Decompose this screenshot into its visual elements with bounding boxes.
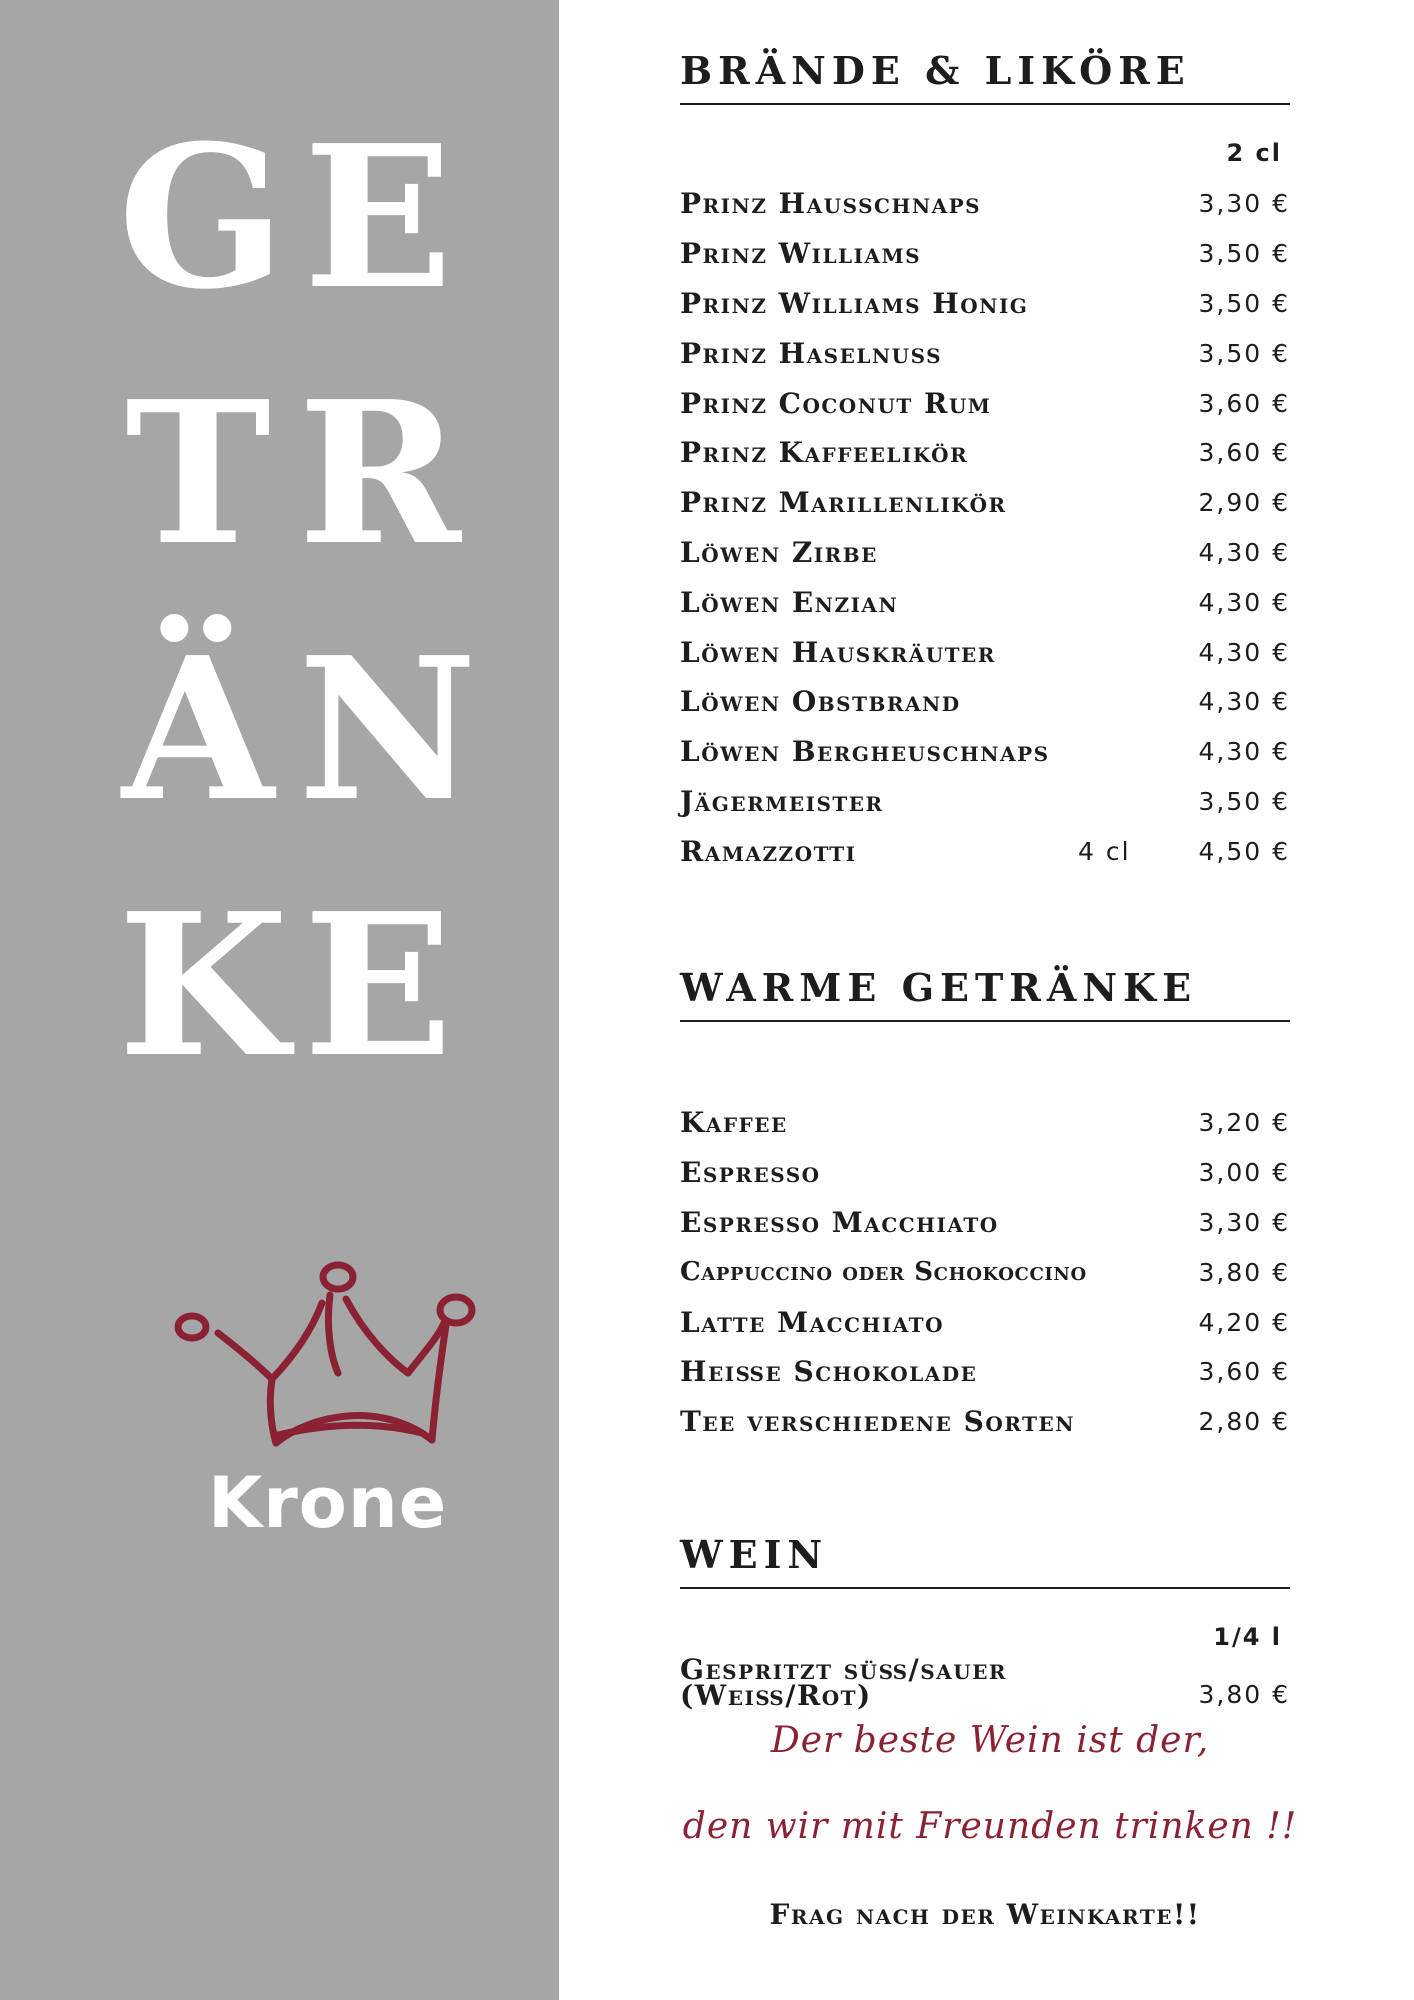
menu-item xyxy=(680,627,1290,677)
brand-name: Krone xyxy=(208,1462,448,1544)
item-price: 3,00 € xyxy=(1198,1158,1290,1188)
menu-item xyxy=(680,1297,1290,1347)
item-name: Löwen Enzian xyxy=(680,585,899,619)
menu-item xyxy=(680,229,1290,279)
menu-item xyxy=(680,577,1290,627)
item-price: 4,30 € xyxy=(1198,737,1290,767)
title-row xyxy=(118,346,461,602)
left-panel xyxy=(0,0,559,2000)
item-name: Löwen Obstbrand xyxy=(680,685,961,719)
item-name: Prinz Haselnuss xyxy=(680,336,943,370)
section-title: BRÄNDE & LIKÖRE xyxy=(680,48,1290,105)
item-price: 4,30 € xyxy=(1198,587,1290,617)
item-price: 2,80 € xyxy=(1198,1407,1290,1437)
item-price: 3,80 € xyxy=(1198,1257,1290,1287)
title-row xyxy=(118,90,458,346)
item-name: Espresso xyxy=(680,1156,821,1190)
menu-item xyxy=(680,478,1290,528)
item-name: Prinz Marillenlikör xyxy=(680,486,1007,520)
item-price: 3,30 € xyxy=(1198,189,1290,219)
item-name: Löwen Zirbe xyxy=(680,535,878,569)
item-price: 2,90 € xyxy=(1198,488,1290,518)
item-name: Jägermeister xyxy=(680,784,884,818)
item-name: Löwen Bergheuschnaps xyxy=(680,735,1050,769)
menu-item xyxy=(680,179,1290,229)
section-hot-drinks xyxy=(680,965,1290,1447)
menu-item xyxy=(680,727,1290,777)
title-letter: Ä xyxy=(121,615,275,845)
item-price: 4,30 € xyxy=(1198,637,1290,667)
menu-item xyxy=(680,328,1290,378)
item-name: Prinz Williams Honig xyxy=(680,286,1029,320)
wine-list-hint: Frag nach der Weinkarte!! xyxy=(769,1898,1201,1931)
menu-item xyxy=(680,826,1290,876)
menu-item xyxy=(680,1347,1290,1397)
item-list xyxy=(680,1098,1290,1447)
item-name: Prinz Kaffeelikör xyxy=(680,436,969,470)
section-spirits xyxy=(680,48,1290,876)
menu-item xyxy=(680,677,1290,727)
item-price: 3,20 € xyxy=(1198,1108,1290,1138)
wine-quote-line: den wir mit Freunden trinken !! xyxy=(682,1806,1298,1847)
unit-header: 2 cl xyxy=(1226,139,1282,167)
item-name: Cappuccino oder Schokoccino xyxy=(680,1257,1087,1288)
item-name: Espresso Macchiato xyxy=(680,1205,999,1239)
item-price: 3,50 € xyxy=(1198,239,1290,269)
crown-icon xyxy=(160,1255,490,1455)
wine-quote-line: Der beste Wein ist der, xyxy=(770,1720,1210,1761)
title-row xyxy=(118,858,458,1114)
menu-item xyxy=(680,1247,1290,1297)
item-price: 3,60 € xyxy=(1198,438,1290,468)
menu-item xyxy=(680,1653,1290,1712)
menu-item xyxy=(680,279,1290,329)
menu-item xyxy=(680,1098,1290,1148)
menu-item xyxy=(680,1148,1290,1198)
unit-header: 1/4 l xyxy=(1213,1623,1282,1651)
item-price: 3,60 € xyxy=(1198,1357,1290,1387)
item-name: Prinz Coconut Rum xyxy=(680,386,992,420)
menu-panel xyxy=(680,0,1300,2000)
title-letter: R xyxy=(298,359,461,589)
item-name: Prinz Williams xyxy=(680,237,922,271)
title-letters xyxy=(118,90,478,1114)
menu-item xyxy=(680,528,1290,578)
title-letter: E xyxy=(303,103,453,333)
title-row xyxy=(118,602,478,858)
item-price: 3,50 € xyxy=(1198,288,1290,318)
title-letter: E xyxy=(303,871,453,1101)
menu-item xyxy=(680,1397,1290,1447)
item-price: 4,30 € xyxy=(1198,537,1290,567)
item-name-line: (Weiß/Rot) xyxy=(680,1679,872,1712)
section-wine xyxy=(680,1532,1290,1712)
menu-item xyxy=(680,1198,1290,1248)
menu-item xyxy=(680,378,1290,428)
item-name: Prinz Hausschnaps xyxy=(680,187,982,221)
title-letter: T xyxy=(125,359,271,589)
item-list xyxy=(680,179,1290,876)
item-price: 4,50 € xyxy=(1198,836,1290,866)
menu-item xyxy=(680,428,1290,478)
item-name: Löwen Hauskräuter xyxy=(680,635,996,669)
section-title: WARME GETRÄNKE xyxy=(680,965,1290,1022)
item-price: 3,30 € xyxy=(1198,1207,1290,1237)
item-price: 3,80 € xyxy=(1198,1680,1290,1709)
item-size-note: 4 cl xyxy=(1078,836,1131,866)
item-price: 4,30 € xyxy=(1198,687,1290,717)
item-price: 3,60 € xyxy=(1198,388,1290,418)
title-letter: G xyxy=(118,103,286,333)
item-name: Kaffee xyxy=(680,1106,788,1140)
item-name: Ramazzotti xyxy=(680,834,857,868)
item-price: 4,20 € xyxy=(1198,1307,1290,1337)
title-letter: N xyxy=(298,615,478,845)
item-price: 3,50 € xyxy=(1198,338,1290,368)
title-letter: K xyxy=(118,871,289,1101)
item-name: Latte Macchiato xyxy=(680,1305,944,1339)
item-price: 3,50 € xyxy=(1198,786,1290,816)
item-name: Heiße Schokolade xyxy=(680,1355,978,1389)
item-name-line: Gespritzt süß/sauer xyxy=(680,1653,1008,1686)
section-title: WEIN xyxy=(680,1532,1290,1589)
menu-item xyxy=(680,777,1290,827)
item-name: Tee verschiedene Sorten xyxy=(680,1405,1075,1439)
item-name xyxy=(680,1653,1190,1712)
